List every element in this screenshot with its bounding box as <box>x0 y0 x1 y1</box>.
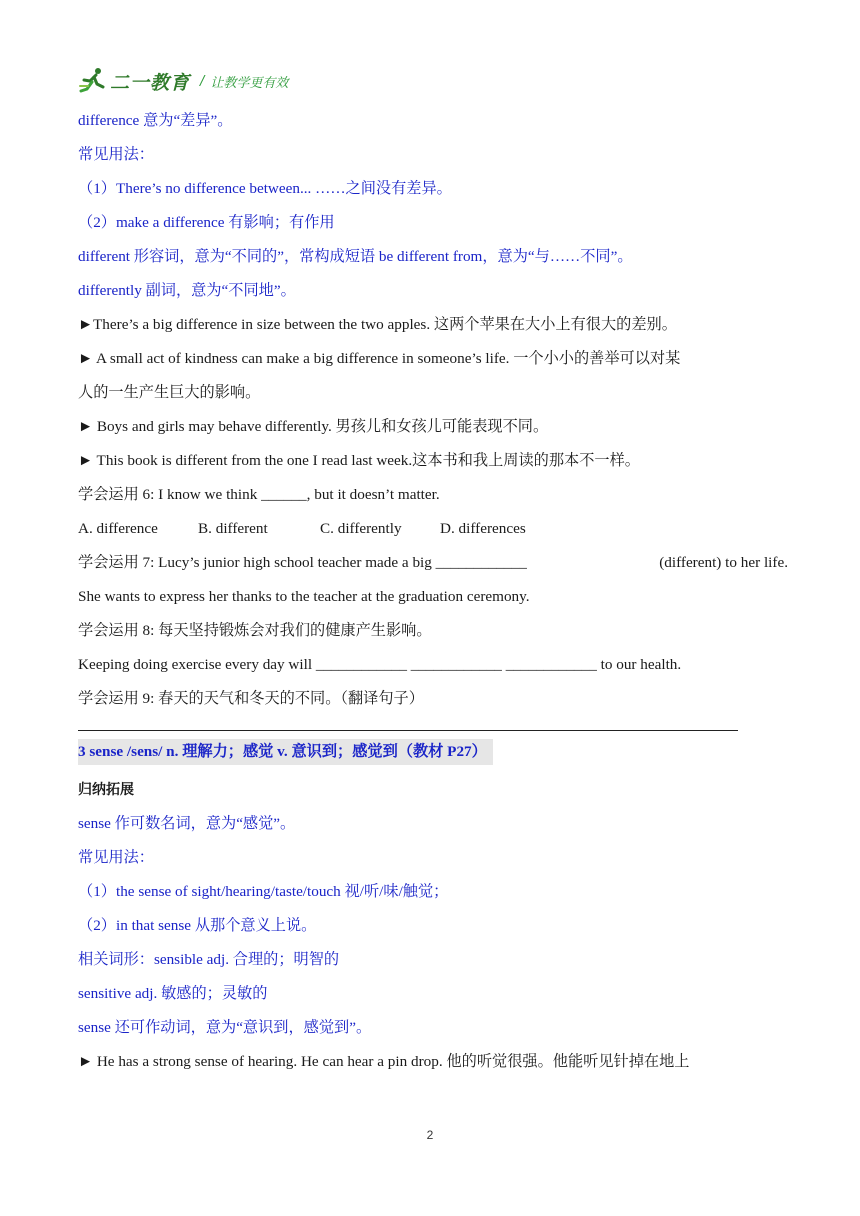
header <box>78 64 288 98</box>
text-line: 相关词形：sensible adj. 合理的；明智的 <box>78 951 340 968</box>
text-line: ► Boys and girls may behave differently. 男孩儿和女孩儿可能表现不同。 <box>78 418 549 435</box>
exercise-8-line-1: 学会运用 8: 每天坚持锻炼会对我们的健康产生影响。 <box>78 622 432 639</box>
text-line: （2）make a difference 有影响；有作用 <box>78 214 335 231</box>
text-line: ► This book is different from the one I read last week.这本书和我上周读的那本不一样。 <box>78 452 640 469</box>
content <box>78 104 788 1079</box>
page-number: 2 <box>426 1128 434 1142</box>
text-line: （1）There’s no difference between... ……之间没有差异。 <box>78 180 452 197</box>
text-line: ►There’s a big difference in size between the two apples. 这两个苹果在大小上有很大的差别。 <box>78 316 677 333</box>
text-line: sensitive adj. 敏感的；灵敏的 <box>78 985 268 1002</box>
section-3-lines <box>78 807 788 1079</box>
slogan: 让教学更有效 <box>210 75 289 91</box>
option-d: D. differences <box>440 520 526 537</box>
text-line: sense 作可数名词，意为“感觉”。 <box>78 815 296 832</box>
exercise-7-hint: (different) to her life. <box>659 554 788 571</box>
exercise-7-line-2: She wants to express her thanks to the teacher at the graduation ceremony. <box>78 588 530 605</box>
text-line: 学会运用 6: I know we think ______, but it doesn’t matter. <box>78 486 440 503</box>
option-a: A. difference <box>78 520 158 537</box>
text-line: ► A small act of kindness can make a big difference in someone’s life. 一个小小的善举可以对某 <box>78 350 681 367</box>
text-line: ► He has a strong sense of hearing. He can hear a pin drop. 他的听觉很强。他能听见针掉在地上 <box>78 1053 690 1070</box>
answer-line <box>78 730 738 731</box>
text-line: sense 还可作动词，意为“意识到，感觉到”。 <box>78 1019 372 1036</box>
text-line: 常见用法： <box>78 146 154 163</box>
text-line: difference 意为“差异”。 <box>78 112 233 129</box>
exercise-7-line-1 <box>78 546 788 580</box>
text-line: 常见用法： <box>78 849 154 866</box>
running-figure-logo-icon <box>78 66 108 96</box>
section-2-lines <box>78 104 788 512</box>
logo-divider: / <box>200 73 205 89</box>
text-line: differently 副词，意为“不同地”。 <box>78 282 296 299</box>
exercise-8-line-2: Keeping doing exercise every day will ____________ ____________ ____________ to our health. <box>78 656 682 673</box>
logo-text: 二一教育 <box>110 71 191 94</box>
section-3-heading-row <box>78 739 788 773</box>
section-3-heading: 3 sense /sens/ n. 理解力；感觉 v. 意识到；感觉到（教材 P27） <box>78 739 493 765</box>
section-3-subheading: 归纳拓展 <box>78 782 134 798</box>
exercise-7-prompt: 学会运用 7: Lucy’s junior high school teacher made a big ____________ <box>78 554 527 571</box>
text-line: （2）in that sense 从那个意义上说。 <box>78 917 317 934</box>
text-line: 人的一生产生巨大的影响。 <box>78 384 261 401</box>
exercise-6-options <box>78 512 788 546</box>
text-line: （1）the sense of sight/hearing/taste/touch 视/听/味/触觉； <box>78 883 449 900</box>
option-b: B. different <box>198 520 268 537</box>
text-line: different 形容词，意为“不同的”，常构成短语 be different from，意为“与……不同”。 <box>78 248 633 265</box>
exercise-9-line: 学会运用 9: 春天的天气和冬天的不同。（翻译句子） <box>78 690 424 707</box>
option-c: C. differently <box>320 520 402 537</box>
